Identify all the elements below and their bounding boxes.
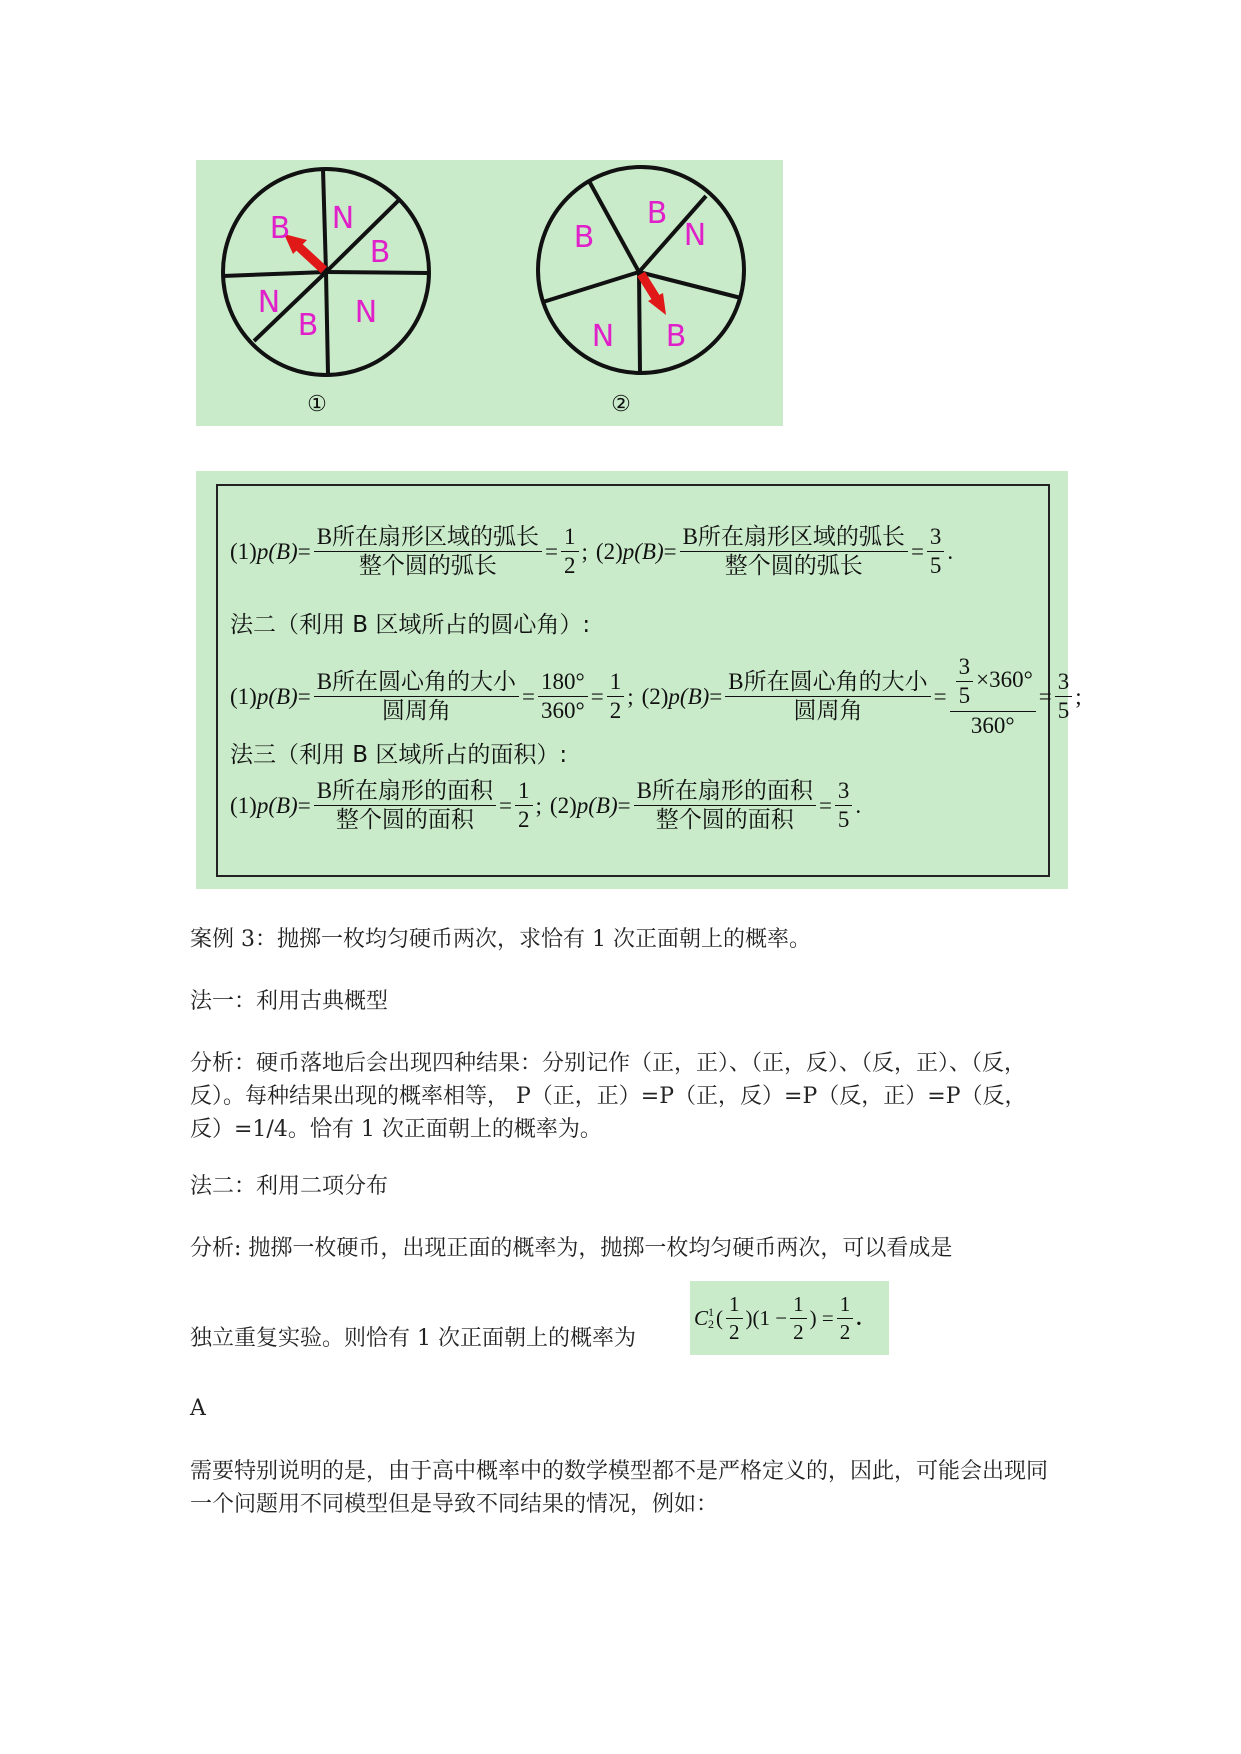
denominator: 整个圆的弧长 — [724, 553, 863, 579]
fraction — [634, 778, 816, 834]
fraction — [726, 1292, 743, 1343]
spinner-diagrams — [196, 160, 783, 426]
end-mark: ; — [1075, 683, 1082, 709]
times-degree: ×360° — [976, 667, 1033, 693]
formula-row-1: (1) p(B) = $\frac{\text{B所在扇形区域的弧长}}{\text{整个圆的弧长}}$ = $\frac{1}{2}$ ; (2) p(B) = $\frac{\text{B所在扇形区域的弧长}}{\text{整个圆的弧长}}$ = $\frac{3}{5}$ . — [230, 524, 954, 579]
fraction — [314, 524, 542, 580]
equals: = — [297, 538, 311, 564]
end-mark: . — [947, 538, 954, 564]
equals: = — [297, 792, 311, 818]
denominator: 圆周角 — [793, 698, 863, 724]
combination-sup: 1 — [708, 1305, 715, 1319]
fraction — [515, 778, 533, 834]
equals: ) = — [809, 1305, 834, 1330]
denominator: 360° — [541, 698, 585, 724]
binomial-formula: C 1 2 ( $\frac{1}{2}$ )(1 − $\frac{1}{2}$ ) = $\frac{1}{2}$ . — [690, 1281, 889, 1355]
denominator: 2 — [793, 1319, 804, 1344]
numerator: 1 — [515, 778, 533, 806]
numerator: 180° — [538, 669, 588, 697]
fraction — [561, 524, 579, 580]
spinner-1-label: B — [369, 235, 391, 270]
spinner-1-label: N — [354, 295, 378, 330]
pb: p(B) — [668, 683, 710, 709]
denominator: 圆周角 — [381, 698, 451, 724]
case-3-paragraph: 案例 3：抛掷一枚均匀硬币两次，求恰有 1 次正面朝上的概率。 — [190, 927, 811, 952]
numerator: 1 — [561, 524, 579, 552]
spinner-figure — [196, 160, 783, 426]
label-2: (2) — [595, 538, 623, 564]
spinner-1-label: B — [269, 211, 291, 246]
analysis-2-line-2: 独立重复实验。则恰有 1 次正面朝上的概率为 — [190, 1326, 636, 1351]
numerator: B所在扇形的面积 — [634, 778, 816, 806]
formula-figure — [196, 471, 1082, 889]
middle-term: )(1 − — [745, 1305, 788, 1330]
fraction — [950, 654, 1036, 739]
numerator: 1 — [607, 669, 625, 697]
formula-row-3: (1) p(B) = $\frac{\text{B所在扇形的面积}}{\text{整个圆的面积}}$ = $\frac{1}{2}$ ; (2) p(B) = $\frac{\text{B所在扇形的面积}}{\text{整个圆的面积}}$ = $\frac{3}{5}$ . — [230, 778, 862, 833]
denominator: 整个圆的面积 — [655, 807, 794, 833]
note-paragraph: 需要特别说明的是，由于高中概率中的数学模型都不是严格定义的，因此，可能会出现同一个问题用不同模型但是导致不同结果的情况，例如： — [190, 1459, 1049, 1517]
spinner-2-label: N — [591, 319, 615, 354]
label-1: (1) — [230, 538, 257, 564]
inner-fraction — [956, 654, 974, 710]
numerator: 1 — [726, 1292, 743, 1318]
numerator: 3 — [927, 524, 945, 552]
combination-sub: 2 — [708, 1317, 715, 1331]
equals: = — [663, 538, 677, 564]
numerator — [950, 654, 1036, 712]
fraction — [790, 1292, 807, 1343]
spinner-2 — [538, 167, 744, 373]
pb: p(B) — [256, 538, 298, 564]
method-2-title: 法二：利用二项分布 — [190, 1174, 389, 1199]
spinner-2-label: B — [646, 196, 668, 231]
denominator: 5 — [929, 553, 942, 579]
label-1: (1) — [230, 792, 257, 818]
pb: p(B) — [256, 792, 298, 818]
spinner-2-label: B — [573, 220, 595, 255]
pb: p(B) — [256, 683, 298, 709]
combination-symbol: C — [694, 1305, 709, 1330]
formula-box — [216, 484, 1082, 877]
spinner-1-label: N — [331, 201, 355, 236]
denominator: 2 — [729, 1319, 740, 1344]
fraction — [680, 524, 908, 580]
analysis-1-paragraph: 分析：硬币落地后会出现四种结果：分别记作（正，正）、（正，反）、（反，正）、（反，反）。每种结果出现的概率相等， P（正，正）=P（正，反）=P（反，正）=P（反，反）=1/4。恰有 1 次正面朝上的概率为。 — [190, 1051, 1027, 1142]
spinner-1 — [223, 169, 429, 375]
denominator: 360° — [970, 712, 1015, 738]
denominator: 2 — [609, 698, 622, 724]
denominator: 2 — [564, 553, 576, 579]
numerator: 3 — [835, 778, 853, 806]
spinner-2-label: B — [665, 319, 687, 354]
denominator: 5 — [1057, 698, 1070, 724]
fraction — [837, 1292, 854, 1343]
numerator: B所在圆心角的大小 — [314, 669, 519, 697]
denominator: 2 — [518, 807, 530, 833]
letter-a: A — [190, 1396, 206, 1421]
fraction — [314, 669, 519, 725]
fraction — [835, 778, 853, 834]
fraction — [607, 669, 625, 725]
fraction — [725, 669, 930, 725]
method-2-heading: 法二（利用 B 区域所占的圆心角）: — [230, 612, 591, 638]
numerator: B所在圆心角的大小 — [725, 669, 930, 697]
spinner-1-label: N — [257, 285, 281, 320]
label-2: (2) — [641, 683, 669, 709]
separator: ; — [535, 792, 542, 818]
denominator: 2 — [839, 1319, 851, 1344]
spinner-2-caption: ② — [611, 392, 631, 417]
end-mark: . — [855, 792, 862, 818]
numerator: 3 — [1055, 669, 1073, 697]
numerator: B所在扇形区域的弧长 — [314, 524, 542, 552]
numerator: 1 — [790, 1292, 807, 1318]
equals: = — [297, 683, 311, 709]
fraction — [538, 669, 588, 725]
denominator: 整个圆的面积 — [335, 807, 474, 833]
pb: p(B) — [576, 792, 618, 818]
spinner-2-label: N — [683, 218, 707, 253]
method-3-heading: 法三（利用 B 区域所占的面积）: — [230, 742, 568, 768]
numerator: B所在扇形区域的弧长 — [680, 524, 908, 552]
separator: ; — [581, 538, 588, 564]
numerator: 1 — [837, 1292, 854, 1318]
numerator: B所在扇形的面积 — [314, 778, 496, 806]
denominator: 5 — [837, 807, 850, 833]
numerator: 3 — [956, 654, 974, 682]
separator: ; — [627, 683, 634, 709]
fraction — [927, 524, 945, 580]
spinner-1-label: B — [297, 308, 319, 343]
analysis-2-line-1: 分析: 抛掷一枚硬币，出现正面的概率为，抛掷一枚均匀硬币两次，可以看成是 — [190, 1236, 953, 1261]
fraction — [314, 778, 496, 834]
label-2: (2) — [549, 792, 577, 818]
label-1: (1) — [230, 683, 257, 709]
denominator: 整个圆的弧长 — [358, 553, 497, 579]
end-mark: . — [856, 1305, 862, 1330]
denominator: 5 — [958, 683, 971, 709]
method-1-title: 法一：利用古典概型 — [190, 989, 389, 1014]
formula-row-2: (1) p(B) = $\frac{\text{B所在圆心角的大小}}{\text{圆周角}}$ = $\frac{180^\circ}{360^\circ}$ = $\frac{1}{2}$ ; (2) p(B) = $\frac{\text{B所在圆心角的大小}}{\text{圆周角}}$ = $\frac{3}{5}$ ×360° 360° = $\frac{3}{5}$ ; — [230, 654, 1082, 738]
spinner-1-caption: ① — [307, 392, 327, 417]
pb: p(B) — [622, 538, 664, 564]
equals: = — [709, 683, 723, 709]
equals: = — [617, 792, 631, 818]
fraction — [1055, 669, 1073, 725]
